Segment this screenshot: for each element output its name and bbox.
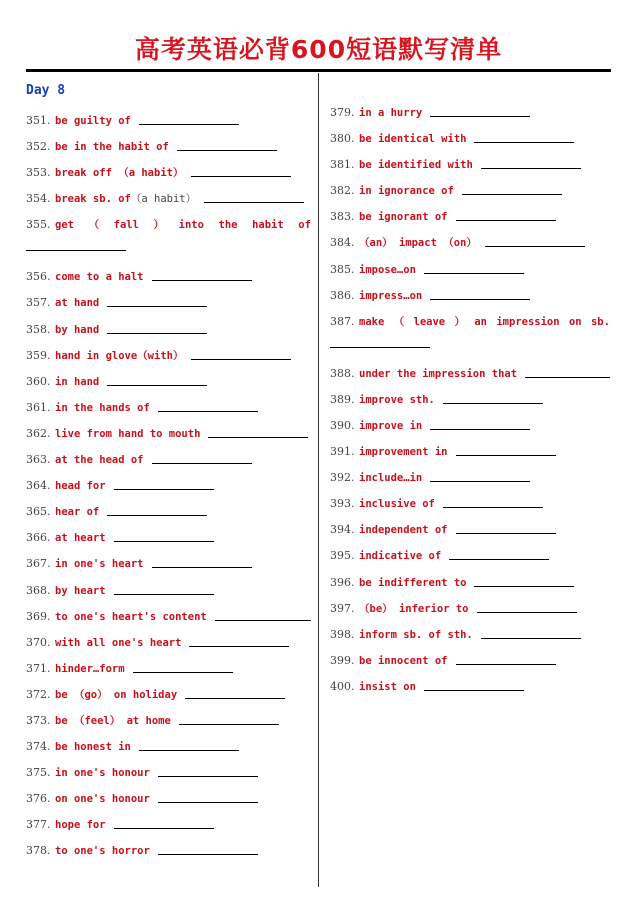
- answer-blank[interactable]: [26, 236, 126, 251]
- phrase-word: sb.: [590, 315, 610, 328]
- page-title: 高考英语必背600短语默写清单: [134, 35, 503, 64]
- item-phrase: in a hurry: [359, 107, 423, 119]
- answer-blank[interactable]: [107, 294, 207, 307]
- item-phrase: be （go） on holiday: [55, 688, 178, 701]
- item-number: 352.: [26, 140, 51, 154]
- phrase-item: [330, 156, 610, 182]
- answer-blank[interactable]: [191, 164, 291, 177]
- item-number: 355.: [26, 218, 51, 232]
- answer-blank[interactable]: [424, 678, 524, 691]
- item-phrase: be in the habit of: [55, 141, 169, 154]
- answer-blank[interactable]: [114, 529, 214, 542]
- answer-blank[interactable]: [114, 477, 214, 490]
- answer-blank[interactable]: [107, 373, 207, 386]
- item-number: 366.: [26, 531, 51, 545]
- item-phrase: to one's heart's content: [55, 610, 207, 623]
- phrase-item: [330, 495, 610, 521]
- item-number: 384.: [330, 236, 355, 250]
- phrase-item: [330, 365, 610, 391]
- item-number: 358.: [26, 322, 51, 336]
- phrase-item: [26, 582, 311, 608]
- answer-blank[interactable]: [443, 391, 543, 404]
- item-phrase: improve sth.: [359, 393, 435, 406]
- answer-blank[interactable]: [430, 287, 530, 300]
- phrase-item: [26, 425, 311, 451]
- left-column: [26, 112, 311, 869]
- item-phrase: insist on: [359, 680, 416, 693]
- item-phrase: inclusive of: [359, 498, 435, 511]
- phrase-word: of: [298, 219, 311, 232]
- phrase-item: [330, 521, 610, 547]
- item-number: 400.: [330, 679, 355, 693]
- phrase-item: [26, 608, 311, 634]
- answer-blank[interactable]: [481, 156, 581, 169]
- phrase-item: [26, 399, 311, 425]
- answer-blank[interactable]: [430, 417, 530, 430]
- item-phrase: be identified with: [359, 159, 473, 172]
- phrase-word: make: [359, 315, 385, 328]
- phrase-word: an: [474, 315, 487, 328]
- phrase-item: [26, 738, 311, 764]
- item-number: 369.: [26, 609, 51, 623]
- item-number: 356.: [26, 270, 51, 284]
- item-number: 372.: [26, 687, 51, 701]
- answer-blank[interactable]: [158, 842, 258, 855]
- item-number: 353.: [26, 166, 51, 180]
- answer-blank[interactable]: [204, 190, 304, 203]
- item-phrase: to one's horror: [55, 845, 150, 858]
- phrase-item: [330, 626, 610, 652]
- phrase-item: [26, 790, 311, 816]
- item-phrase: be ignorant of: [359, 211, 448, 224]
- answer-blank[interactable]: [477, 600, 577, 613]
- item-number: 394.: [330, 523, 355, 537]
- item-phrase: （be） inferior to: [359, 602, 469, 615]
- item-phrase: [55, 216, 311, 234]
- phrase-item: [26, 842, 311, 868]
- phrase-item: [330, 104, 610, 130]
- answer-blank[interactable]: [158, 764, 258, 777]
- phrase-item: [330, 130, 610, 156]
- item-number: 390.: [330, 418, 355, 432]
- item-number: 398.: [330, 627, 355, 641]
- item-number: 354.: [26, 192, 51, 206]
- phrase-word: （: [393, 315, 405, 328]
- item-number: 364.: [26, 479, 51, 493]
- phrase-item: [26, 555, 311, 581]
- item-number: 359.: [26, 348, 51, 362]
- answer-blank[interactable]: [481, 626, 581, 639]
- answer-blank[interactable]: [485, 234, 585, 247]
- item-number: 386.: [330, 288, 355, 302]
- phrase-item: [330, 287, 610, 313]
- item-phrase: improvement in: [359, 446, 448, 459]
- answer-blank[interactable]: [158, 790, 258, 803]
- phrase-item: [330, 574, 610, 600]
- phrase-word: leave: [413, 315, 446, 328]
- item-phrase: live from hand to mouth: [55, 427, 201, 440]
- item-number: 399.: [330, 653, 355, 667]
- item-number: 365.: [26, 505, 51, 519]
- phrase-word: into: [178, 219, 204, 232]
- phrase-word: ）: [153, 219, 165, 232]
- item-note: （a habit）: [130, 193, 197, 206]
- answer-blank[interactable]: [430, 104, 530, 117]
- item-number: 373.: [26, 713, 51, 727]
- answer-blank[interactable]: [152, 555, 252, 568]
- phrase-item: [330, 261, 610, 287]
- phrase-item: [26, 634, 311, 660]
- answer-blank[interactable]: [191, 347, 291, 360]
- item-phrase: hear of: [55, 506, 100, 519]
- item-number: 395.: [330, 549, 355, 563]
- answer-blank[interactable]: [208, 425, 308, 438]
- item-number: 396.: [330, 575, 355, 589]
- answer-blank[interactable]: [456, 652, 556, 665]
- item-number: 371.: [26, 661, 51, 675]
- item-number: 351.: [26, 114, 51, 127]
- item-phrase: on one's honour: [55, 793, 150, 806]
- title-rule: [26, 69, 611, 72]
- item-phrase: [359, 313, 610, 331]
- item-number: 381.: [330, 158, 355, 172]
- item-phrase: be identical with: [359, 133, 467, 146]
- phrase-item: [330, 469, 610, 495]
- item-number: 379.: [330, 106, 355, 119]
- item-phrase: improve in: [359, 419, 423, 432]
- item-number: 393.: [330, 497, 355, 511]
- item-phrase: be indifferent to: [359, 576, 467, 589]
- item-phrase: head for: [55, 480, 106, 493]
- item-number: 383.: [330, 210, 355, 224]
- phrase-item: [26, 112, 311, 138]
- phrase-item: [26, 347, 311, 373]
- phrase-word: ）: [454, 315, 465, 328]
- answer-blank[interactable]: [158, 399, 258, 412]
- item-number: 391.: [330, 445, 355, 459]
- item-phrase: at heart: [55, 532, 106, 545]
- answer-blank[interactable]: [189, 634, 289, 647]
- item-phrase: in hand: [55, 375, 100, 388]
- phrase-item: [26, 216, 311, 268]
- phrase-item: [330, 182, 610, 208]
- answer-blank[interactable]: [474, 130, 574, 143]
- answer-blank[interactable]: [179, 712, 279, 725]
- item-phrase: be innocent of: [359, 654, 448, 667]
- answer-blank[interactable]: [177, 138, 277, 151]
- answer-blank[interactable]: [525, 365, 610, 378]
- item-phrase: be guilty of: [55, 115, 131, 127]
- item-phrase: at the head of: [55, 454, 144, 467]
- item-line: [330, 313, 610, 331]
- item-number: 375.: [26, 766, 51, 780]
- item-phrase: by heart: [55, 584, 106, 597]
- item-phrase: hinder…form: [55, 662, 125, 675]
- item-number: 370.: [26, 635, 51, 649]
- answer-blank[interactable]: [185, 686, 285, 699]
- item-number: 363.: [26, 453, 51, 467]
- item-phrase: independent of: [359, 524, 448, 537]
- phrase-item: [26, 686, 311, 712]
- item-number: 389.: [330, 392, 355, 406]
- phrase-item: [26, 764, 311, 790]
- phrase-item: [330, 417, 610, 443]
- phrase-item: [26, 373, 311, 399]
- item-number: 362.: [26, 426, 51, 440]
- answer-blank[interactable]: [330, 333, 430, 348]
- phrase-word: impression: [496, 315, 560, 328]
- item-number: 397.: [330, 601, 355, 615]
- phrase-item: [330, 443, 610, 469]
- answer-blank[interactable]: [449, 547, 549, 560]
- item-phrase: in one's heart: [55, 558, 144, 571]
- item-phrase: at hand: [55, 297, 100, 310]
- answer-blank[interactable]: [424, 261, 524, 274]
- phrase-word: the: [218, 219, 238, 232]
- item-number: 374.: [26, 740, 51, 754]
- answer-blank[interactable]: [456, 521, 556, 534]
- phrase-item: [26, 294, 311, 320]
- column-divider: [318, 73, 319, 887]
- item-phrase: in one's honour: [55, 767, 150, 780]
- item-number: 380.: [330, 132, 355, 146]
- item-phrase: under the impression that: [359, 367, 518, 380]
- phrase-word: on: [568, 315, 582, 328]
- day-heading: Day 8: [26, 83, 66, 98]
- answer-blank[interactable]: [456, 208, 556, 221]
- item-line: [26, 216, 311, 234]
- phrase-item: [26, 503, 311, 529]
- item-number: 360.: [26, 374, 51, 388]
- answer-blank[interactable]: [133, 660, 233, 673]
- answer-blank[interactable]: [139, 112, 239, 125]
- phrase-item: [330, 234, 610, 260]
- right-column: [330, 104, 610, 704]
- phrase-item: [26, 268, 311, 294]
- phrase-item: [330, 547, 610, 573]
- answer-blank[interactable]: [443, 495, 543, 508]
- phrase-item: [26, 451, 311, 477]
- item-phrase: （an） impact （on）: [359, 237, 477, 250]
- phrase-item: [26, 712, 311, 738]
- item-number: 376.: [26, 792, 51, 806]
- answer-blank[interactable]: [107, 503, 207, 516]
- item-phrase: hand in glove（with）: [55, 349, 184, 362]
- item-phrase: be honest in: [55, 741, 131, 754]
- item-phrase: be （feel） at home: [55, 714, 171, 727]
- item-number: 367.: [26, 557, 51, 571]
- phrase-item: [26, 816, 311, 842]
- item-number: 368.: [26, 583, 51, 597]
- item-number: 377.: [26, 818, 51, 832]
- item-phrase: inform sb. of sth.: [359, 628, 473, 641]
- phrase-item: [26, 660, 311, 686]
- answer-blank[interactable]: [114, 816, 214, 829]
- item-phrase: indicative of: [359, 550, 442, 563]
- phrase-word: fall: [113, 219, 139, 232]
- phrase-word: habit: [252, 219, 284, 232]
- item-phrase: impose…on: [359, 263, 416, 276]
- phrase-item: [26, 477, 311, 503]
- answer-blank[interactable]: [474, 574, 574, 587]
- answer-blank[interactable]: [152, 268, 252, 281]
- answer-blank[interactable]: [430, 469, 530, 482]
- item-phrase: in the hands of: [55, 401, 150, 414]
- answer-blank[interactable]: [456, 443, 556, 456]
- item-phrase: break off （a habit）: [55, 167, 184, 180]
- item-number: 361.: [26, 400, 51, 414]
- item-phrase: break sb. of: [55, 193, 131, 206]
- phrase-item: [26, 321, 311, 347]
- phrase-item: [26, 138, 311, 164]
- phrase-item: [26, 529, 311, 555]
- item-phrase: with all one's heart: [55, 636, 182, 649]
- phrase-item: [330, 652, 610, 678]
- item-phrase: come to a halt: [55, 271, 144, 284]
- answer-blank[interactable]: [139, 738, 239, 751]
- phrase-item: [330, 600, 610, 626]
- phrase-item: [26, 190, 311, 216]
- phrase-item: [26, 164, 311, 190]
- item-number: 387.: [330, 314, 355, 328]
- item-number: 378.: [26, 844, 51, 858]
- phrase-item: [330, 678, 610, 704]
- phrase-word: （: [88, 219, 100, 232]
- phrase-word: get: [55, 219, 74, 232]
- item-number: 357.: [26, 296, 51, 310]
- item-phrase: impress…on: [359, 289, 423, 302]
- item-number: 392.: [330, 471, 355, 485]
- item-phrase: in ignorance of: [359, 185, 454, 198]
- item-number: 382.: [330, 184, 355, 198]
- phrase-item: [330, 391, 610, 417]
- answer-blank[interactable]: [152, 451, 252, 464]
- answer-blank[interactable]: [215, 608, 311, 621]
- item-number: 385.: [330, 262, 355, 276]
- item-phrase: include…in: [359, 472, 423, 485]
- item-phrase: hope for: [55, 819, 106, 832]
- phrase-item: [330, 313, 610, 365]
- phrase-item: [330, 208, 610, 234]
- answer-blank[interactable]: [462, 182, 562, 195]
- answer-blank[interactable]: [114, 582, 214, 595]
- item-number: 388.: [330, 366, 355, 380]
- item-phrase: by hand: [55, 323, 100, 336]
- answer-blank[interactable]: [107, 321, 207, 334]
